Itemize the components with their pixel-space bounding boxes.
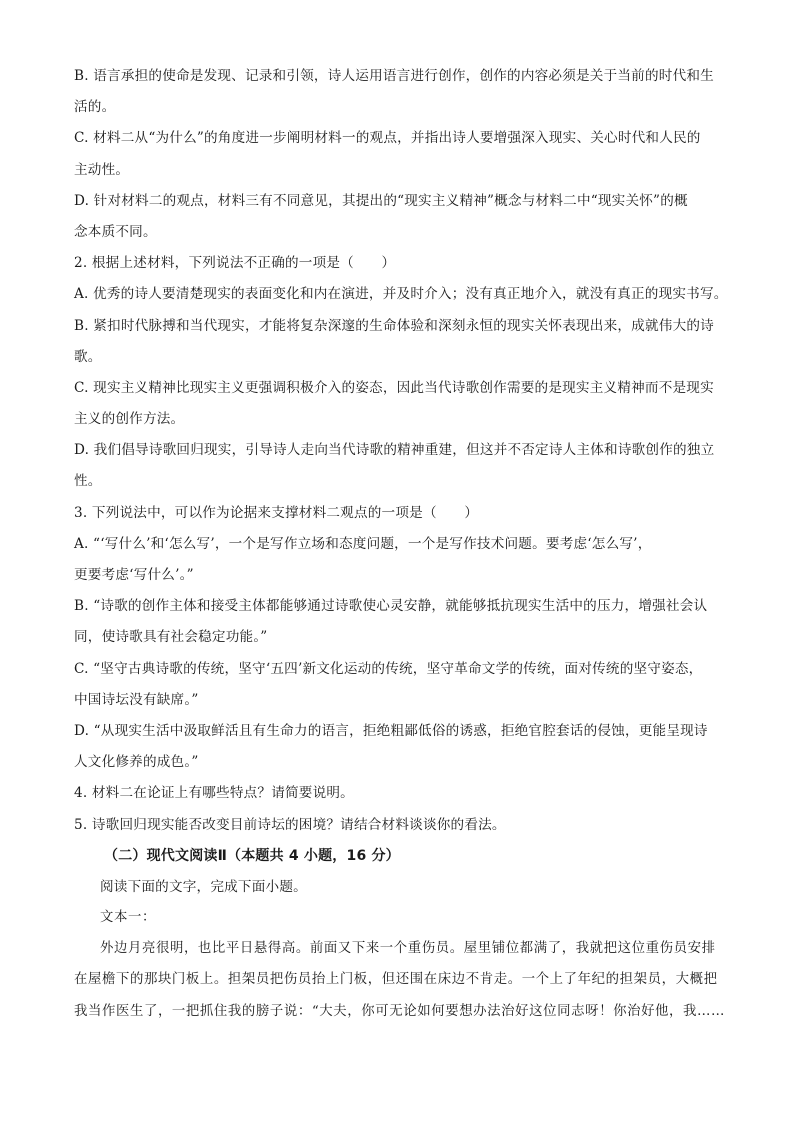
prose-line-2: 在屋檐下的那块门板上。担架员把伤员抬上门板，但还围在床边不肯走。一个上了年纪的担架员，大概把 — [74, 972, 718, 988]
question-2-option-a: A. 优秀的诗人要清楚现实的表面变化和内在演进，并及时介入；没有真正地介入，就没有真正的现实书写。 — [74, 286, 728, 303]
question-3-option-a-line-2: 更要考虑‘写什么’。” — [74, 567, 194, 583]
question-2-option-d-line-1: D. 我们倡导诗歌回归现实，引导诗人走向当代诗歌的精神重建，但这并不否定诗人主体和诗歌创作的独立 — [74, 442, 715, 459]
section-heading: （二）现代文阅读Ⅱ（本题共 4 小题，16 分） — [104, 847, 400, 864]
text-label: 文本一： — [100, 910, 156, 926]
question-5: 5. 诗歌回归现实能否改变目前诗坛的困境？请结合材料谈谈你的看法。 — [74, 816, 506, 833]
question-3-option-c-line-2: 中国诗坛没有缺席。” — [74, 691, 199, 708]
option-d-text-line-2: 念本质不同。 — [74, 223, 157, 240]
document-page — [74, 66, 728, 1033]
prose-line-1: 外边月亮很明，也比平日悬得高。前面又下来一个重伤员。屋里铺位都满了，我就把这位重伤员安排 — [100, 941, 716, 957]
question-3-option-b-line-1: B. “诗歌的创作主体和接受主体都能够通过诗歌使心灵安静，就能够抵抗现实生活中的压力，增强社会认 — [74, 598, 708, 615]
option-c-text-line-1: C. 材料二从“为什么”的角度进一步阐明材料一的观点，并指出诗人要增强深入现实、关心时代和人民的 — [74, 130, 701, 147]
question-3-option-d-line-1: D. “从现实生活中汲取鲜活且有生命力的语言，拒绝粗鄙低俗的诱惑，拒绝官腔套话的侵蚀，更能呈现诗 — [74, 722, 708, 739]
option-b-text-line-1: B. 语言承担的使命是发现、记录和引领，诗人运用语言进行创作，创作的内容必须是关于当前的时代和生 — [74, 68, 714, 84]
option-b-text-line-2: 活的。 — [74, 99, 116, 116]
question-3-option-c-line-1: C. “坚守古典诗歌的传统，坚守‘五四’新文化运动的传统，坚守革命文学的传统，面对传统的坚守姿态， — [74, 660, 703, 677]
reading-instruction: 阅读下面的文字，完成下面小题。 — [100, 878, 307, 895]
option-d-text-line-1: D. 针对材料二的观点，材料三有不同意见，其提出的“现实主义精神”概念与材料二中“现实关怀”的概 — [74, 192, 688, 209]
question-2-option-b-line-1: B. 紧扣时代脉搏和当代现实，才能将复杂深邃的生命体验和深刻永恒的现实关怀表现出来，成就伟大的诗 — [74, 317, 714, 334]
question-2-option-d-line-2: 性。 — [74, 473, 102, 490]
question-3-stem: 3. 下列说法中，可以作为论据来支撑材料二观点的一项是（ ） — [74, 504, 479, 521]
question-2-option-b-line-2: 歌。 — [74, 348, 102, 365]
question-2-option-c-line-2: 主义的创作方法。 — [74, 411, 185, 428]
question-2-option-c-line-1: C. 现实主义精神比现实主义更强调积极介入的姿态，因此当代诗歌创作需要的是现实主义精神而不是现实 — [74, 379, 714, 396]
question-3-option-a-line-1: A. “‘写什么’和‘怎么写’，一个是写作立场和态度问题，一个是写作技术问题。要考虑‘怎么写’， — [74, 535, 652, 552]
question-4: 4. 材料二在论证上有哪些特点？请简要说明。 — [74, 785, 354, 802]
prose-line-3: 我当作医生了，一把抓住我的膀子说：“大夫，你可无论如何要想办法治好这位同志呀！你治好他，我…… — [74, 1003, 726, 1019]
question-2-stem: 2. 根据上述材料，下列说法不正确的一项是（ ） — [74, 255, 396, 272]
option-c-text-line-2: 主动性。 — [74, 161, 130, 178]
question-3-option-b-line-2: 同，使诗歌具有社会稳定功能。” — [74, 629, 268, 646]
question-3-option-d-line-2: 人文化修养的成色。” — [74, 754, 199, 771]
